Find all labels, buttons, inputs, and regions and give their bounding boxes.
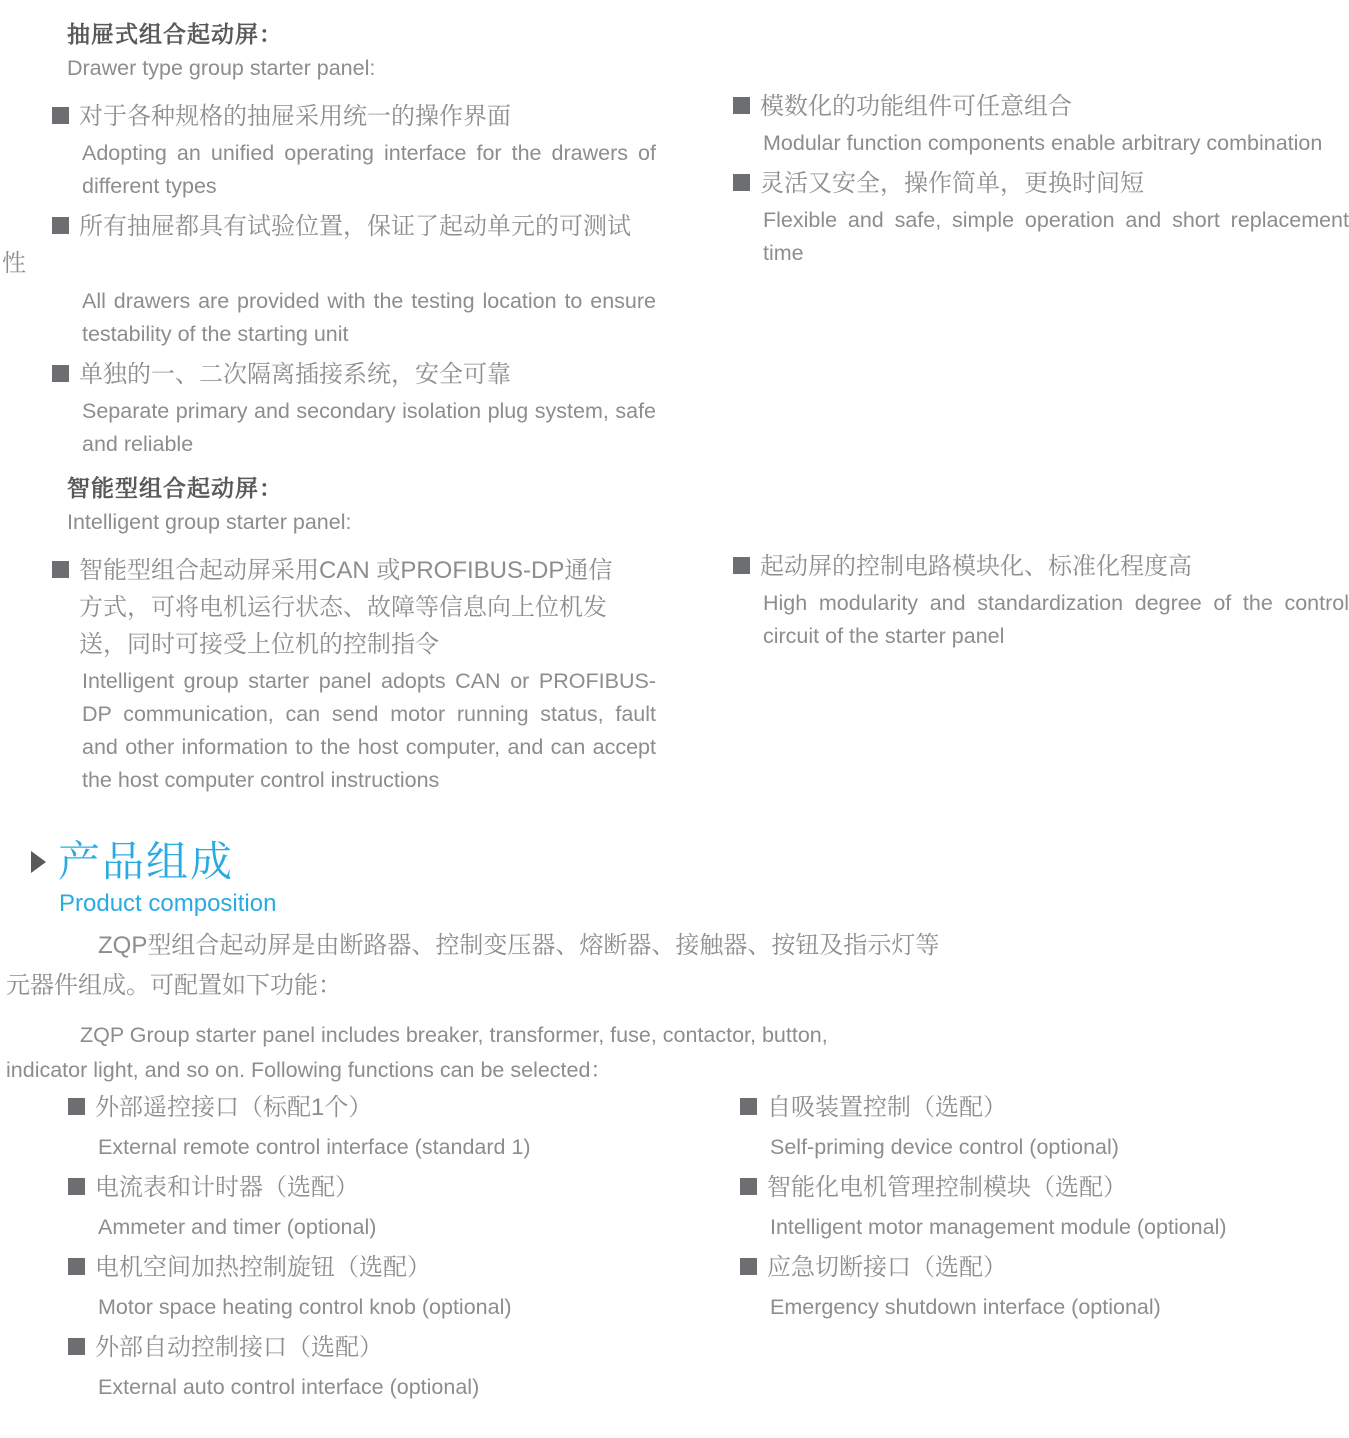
bullet-text-en: Emergency shutdown interface (optional) <box>770 1295 1161 1319</box>
bullet-row <box>52 208 656 245</box>
bullet-text-en: External remote control interface (standard 1) <box>98 1135 531 1159</box>
composition-title-zh: 产品组成 <box>58 838 235 885</box>
bullet-item <box>68 1248 648 1326</box>
bullet-square-icon <box>740 1098 757 1115</box>
bullet-row <box>733 88 1349 125</box>
bullet-text-en: External auto control interface (optional) <box>98 1375 480 1399</box>
bullet-text-en: Self-priming device control (optional) <box>770 1135 1119 1159</box>
bullet-item <box>68 1088 648 1166</box>
bullet-row <box>68 1088 648 1128</box>
bullet-square-icon <box>68 1338 85 1355</box>
bullet-text-zh: 对于各种规格的抽屉采用统一的操作界面 <box>79 103 511 130</box>
composition-right-column <box>740 1088 1320 1328</box>
bullet-square-icon <box>52 365 69 382</box>
bullet-row <box>740 1168 1320 1208</box>
bullet-item <box>740 1248 1320 1326</box>
bullet-row <box>52 552 656 663</box>
bullet-text-en: High modularity and standardization degree of the control circuit of the starter panel <box>763 591 1349 648</box>
bullet-item <box>52 356 656 461</box>
bullet-text-en: Separate primary and secondary isolation plug system, safe and reliable <box>82 399 656 456</box>
bullet-text-en: Intelligent motor management module (optional) <box>770 1215 1227 1239</box>
drawer-section-title-en: Drawer type group starter panel: <box>67 56 376 80</box>
bullet-text-en: Motor space heating control knob (optional) <box>98 1295 512 1319</box>
bullet-text-en: Adopting an unified operating interface for the drawers of different types <box>82 141 656 198</box>
bullet-square-icon <box>68 1258 85 1275</box>
bullet-text-zh: 所有抽屉都具有试验位置，保证了起动单元的可测试 <box>79 213 631 240</box>
bullet-text-en: Intelligent group starter panel adopts CAN or PROFIBUS-DP communication, can send motor running status, fault and other information to the host computer, and can accept the host computer control instructions <box>82 669 656 792</box>
bullet-item <box>733 165 1349 270</box>
bullet-square-icon <box>740 1178 757 1195</box>
drawer-section-left-column <box>2 16 656 466</box>
bullet-item <box>52 98 656 203</box>
triangle-arrow-icon <box>31 851 46 873</box>
bullet-row <box>68 1328 648 1368</box>
bullet-item <box>740 1168 1320 1246</box>
bullet-row <box>733 548 1349 585</box>
bullet-row <box>52 98 656 135</box>
bullet-row <box>740 1088 1320 1128</box>
bullet-square-icon <box>740 1258 757 1275</box>
bullet-text-en: All drawers are provided with the testing location to ensure testability of the starting unit <box>82 289 656 346</box>
drawer-section-title-zh: 抽屉式组合起动屏： <box>67 21 283 47</box>
composition-heading <box>31 838 276 918</box>
bullet-row <box>733 165 1349 202</box>
bullet-square-icon <box>733 174 750 191</box>
bullet-text-zh: 外部自动控制接口（选配） <box>95 1334 383 1361</box>
bullet-item <box>52 552 656 797</box>
bullet-item <box>733 548 1349 653</box>
bullet-text-zh: 单独的一、二次隔离插接系统，安全可靠 <box>79 361 511 388</box>
bullet-row <box>68 1248 648 1288</box>
bullet-text-zh: 外部遥控接口（标配1个） <box>95 1094 373 1121</box>
bullet-text-en: Modular function components enable arbitrary combination <box>763 131 1323 155</box>
bullet-text-zh: 电机空间加热控制旋钮（选配） <box>95 1254 431 1281</box>
bullet-row <box>740 1248 1320 1288</box>
bullet-item <box>68 1328 648 1406</box>
composition-intro-zh: ZQP型组合起动屏是由断路器、控制变压器、熔断器、接触器、按钮及指示灯等元器件组成。可配置如下功能： <box>6 932 940 999</box>
bullet-row <box>68 1168 648 1208</box>
bullet-text-zh: 智能化电机管理控制模块（选配） <box>767 1174 1127 1201</box>
bullet-square-icon <box>52 561 69 578</box>
bullet-text-zh: 应急切断接口（选配） <box>767 1254 1007 1281</box>
bullet-text-zh: 模数化的功能组件可任意组合 <box>760 93 1072 120</box>
intelligent-section-left-column <box>52 470 656 802</box>
composition-title-en: Product composition <box>59 890 277 917</box>
intelligent-section-right-column <box>733 548 1349 658</box>
bullet-text-zh-overflow: 性 <box>2 250 26 277</box>
composition-left-column <box>68 1088 648 1408</box>
bullet-square-icon <box>68 1178 85 1195</box>
bullet-item <box>2 208 656 351</box>
bullet-square-icon <box>68 1098 85 1115</box>
bullet-square-icon <box>733 557 750 574</box>
bullet-square-icon <box>52 107 69 124</box>
bullet-text-zh: 灵活又安全，操作简单，更换时间短 <box>760 170 1144 197</box>
bullet-item <box>68 1168 648 1246</box>
composition-intro-en: ZQP Group starter panel includes breaker, transformer, fuse, contactor, button, indicator light, and so on. Following functions can be selected： <box>6 1023 828 1082</box>
bullet-text-zh: 自吸装置控制（选配） <box>767 1094 1007 1121</box>
bullet-text-zh: 电流表和计时器（选配） <box>95 1174 359 1201</box>
bullet-square-icon <box>733 97 750 114</box>
bullet-row <box>52 356 656 393</box>
bullet-item <box>733 88 1349 160</box>
bullet-text-en: Flexible and safe, simple operation and short replacement time <box>763 208 1349 265</box>
intelligent-section-title-zh: 智能型组合起动屏： <box>67 475 283 501</box>
bullet-square-icon <box>52 217 69 234</box>
bullet-item <box>740 1088 1320 1166</box>
bullet-text-zh: 起动屏的控制电路模块化、标准化程度高 <box>760 553 1192 580</box>
composition-heading-row <box>31 838 276 886</box>
drawer-section-right-column <box>733 88 1349 275</box>
intelligent-section-title-en: Intelligent group starter panel: <box>67 510 352 534</box>
bullet-text-en: Ammeter and timer (optional) <box>98 1215 377 1239</box>
bullet-text-zh: 智能型组合起动屏采用CAN 或PROFIBUS-DP通信方式，可将电机运行状态、故障等信息向上位机发送，同时可接受上位机的控制指令 <box>79 557 613 658</box>
